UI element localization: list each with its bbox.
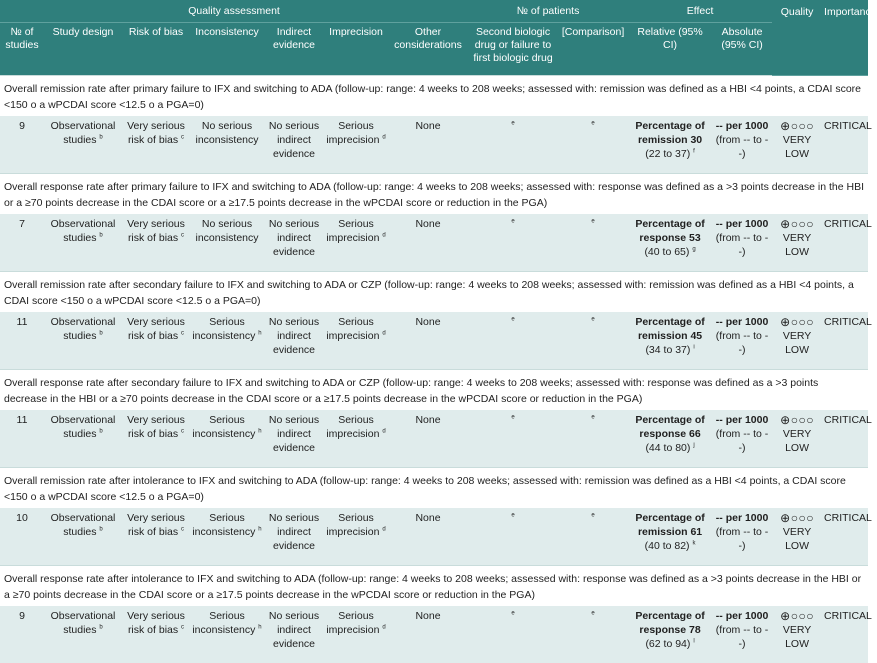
cell-study-design: [44, 214, 122, 272]
quality-text: VERY LOW: [774, 231, 820, 259]
cell-study-design: [44, 508, 122, 566]
cell-imprecision: [324, 116, 388, 174]
cell-imprecision: [324, 214, 388, 272]
quality-text: VERY LOW: [774, 133, 820, 161]
cell-inconsistency: [190, 116, 264, 174]
header-quality: Quality: [772, 0, 822, 76]
risk-of-bias-text: Very serious risk of bias: [127, 512, 185, 538]
outcome-title-row: [0, 566, 868, 607]
footnote-marker: e: [511, 611, 514, 617]
quality-text: VERY LOW: [774, 623, 820, 651]
outcome-title-row: [0, 174, 868, 215]
relative-label: Percentage of response 53: [630, 217, 710, 245]
outcome-title: Overall remission rate after primary failure to IFX and switching to ADA (follow-up: range: 4 weeks to 208 weeks; assessed with: remission was defined as a HBI <4 points, a CDAI score <150 o a wPCDAI score <12.5 o a PGA=0): [0, 76, 868, 117]
study-design-text: Observational studies: [51, 218, 116, 244]
relative-ci: (40 to 65): [644, 246, 689, 258]
header-inconsistency: Inconsistency: [190, 23, 264, 76]
footnote-marker: e: [591, 611, 594, 617]
quality-rating-icon: ⊕○○○: [774, 609, 820, 623]
header-indirect-evidence: Indirect evidence: [264, 23, 324, 76]
cell-indirect-evidence: No serious indirect evidence: [264, 214, 324, 272]
cell-study-design: [44, 410, 122, 468]
cell-quality: [772, 312, 822, 370]
imprecision-text: Serious imprecision: [326, 120, 379, 146]
absolute-label: -- per 1000: [714, 511, 770, 525]
cell-relative: [628, 508, 712, 566]
cell-second-biologic: [468, 116, 558, 174]
quality-rating-icon: ⊕○○○: [774, 119, 820, 133]
column-header-row: [0, 23, 868, 76]
header-study-design: Study design: [44, 23, 122, 76]
cell-risk-of-bias: [122, 606, 190, 663]
cell-num-studies: 11: [0, 312, 44, 370]
cell-relative: [628, 410, 712, 468]
outcome-title: Overall remission rate after secondary failure to IFX and switching to ADA or CZP (follow-up: range: 4 weeks to 208 weeks; assessed with: remission was defined as a HBI <4 points, a CDAI score <150 o a wPCDAI score <12.5 o a PGA=0): [0, 272, 868, 313]
absolute-range: (from -- to --): [714, 623, 770, 651]
header-other-considerations: Other considerations: [388, 23, 468, 76]
quality-text: VERY LOW: [774, 525, 820, 553]
outcome-title-row: [0, 468, 868, 509]
cell-quality: [772, 116, 822, 174]
cell-other-considerations: None: [388, 508, 468, 566]
cell-absolute: [712, 312, 772, 370]
absolute-label: -- per 1000: [714, 217, 770, 231]
footnote-marker: c: [181, 233, 184, 239]
absolute-range: (from -- to --): [714, 525, 770, 553]
cell-quality: [772, 508, 822, 566]
cell-other-considerations: None: [388, 116, 468, 174]
cell-comparison: [558, 606, 628, 663]
cell-absolute: [712, 606, 772, 663]
cell-other-considerations: None: [388, 214, 468, 272]
cell-comparison: [558, 410, 628, 468]
cell-num-studies: 9: [0, 606, 44, 663]
inconsistency-text: No serious inconsistency: [195, 120, 258, 146]
relative-ci: (62 to 94): [645, 638, 690, 650]
footnote-marker: h: [258, 429, 261, 435]
cell-other-considerations: None: [388, 410, 468, 468]
imprecision-text: Serious imprecision: [326, 316, 379, 342]
footnote-marker: b: [99, 135, 102, 141]
cell-imprecision: [324, 606, 388, 663]
imprecision-text: Serious imprecision: [326, 218, 379, 244]
outcome-title: Overall response rate after intolerance to IFX and switching to ADA (follow-up: range: 4 weeks to 208 weeks; assessed with: response was defined as a >3 points decrease in the HBI or a ≥70 points decrease in the CDAI score or a ≥17.5 points decrease in the wPCDAI score or reduction in the PGA): [0, 566, 868, 607]
group-quality-assessment: Quality assessment: [0, 0, 468, 23]
quality-text: VERY LOW: [774, 427, 820, 455]
cell-quality: [772, 606, 822, 663]
footnote-marker: e: [591, 219, 594, 225]
absolute-label: -- per 1000: [714, 119, 770, 133]
quality-text: VERY LOW: [774, 329, 820, 357]
cell-importance: CRITICAL: [822, 312, 868, 370]
inconsistency-text: Serious inconsistency: [192, 414, 255, 440]
footnote-marker: e: [591, 415, 594, 421]
footnote-marker: b: [99, 233, 102, 239]
footnote-marker: c: [181, 429, 184, 435]
cell-second-biologic: [468, 214, 558, 272]
cell-comparison: [558, 508, 628, 566]
footnote-marker: e: [511, 219, 514, 225]
header-relative: Relative (95% CI): [628, 23, 712, 76]
table-row: [0, 116, 868, 174]
footnote-marker: d: [382, 135, 385, 141]
footnote-marker: b: [99, 527, 102, 533]
cell-num-studies: 10: [0, 508, 44, 566]
header-imprecision: Imprecision: [324, 23, 388, 76]
cell-num-studies: 11: [0, 410, 44, 468]
cell-importance: CRITICAL: [822, 214, 868, 272]
footnote-marker: d: [382, 233, 385, 239]
cell-absolute: [712, 410, 772, 468]
footnote-marker: b: [99, 429, 102, 435]
cell-imprecision: [324, 312, 388, 370]
imprecision-text: Serious imprecision: [326, 512, 379, 538]
header-importance: Importance: [822, 0, 868, 76]
footnote-marker: h: [258, 527, 261, 533]
inconsistency-text: No serious inconsistency: [195, 218, 258, 244]
footnote-marker: h: [258, 331, 261, 337]
study-design-text: Observational studies: [51, 316, 116, 342]
footnote-marker: e: [511, 317, 514, 323]
cell-risk-of-bias: [122, 312, 190, 370]
cell-num-studies: 7: [0, 214, 44, 272]
relative-label: Percentage of response 66: [630, 413, 710, 441]
footnote-marker: h: [258, 625, 261, 631]
quality-rating-icon: ⊕○○○: [774, 217, 820, 231]
table-body: [0, 76, 868, 663]
cell-relative: [628, 116, 712, 174]
footnote-marker: g: [692, 247, 695, 253]
footnote-marker: e: [591, 513, 594, 519]
cell-study-design: [44, 606, 122, 663]
cell-inconsistency: [190, 410, 264, 468]
group-num-patients: № of patients: [468, 0, 628, 23]
cell-inconsistency: [190, 214, 264, 272]
group-effect: Effect: [628, 0, 772, 23]
risk-of-bias-text: Very serious risk of bias: [127, 610, 185, 636]
footnote-marker: e: [591, 121, 594, 127]
absolute-label: -- per 1000: [714, 413, 770, 427]
cell-comparison: [558, 214, 628, 272]
cell-indirect-evidence: No serious indirect evidence: [264, 410, 324, 468]
cell-indirect-evidence: No serious indirect evidence: [264, 508, 324, 566]
footnote-marker: b: [99, 625, 102, 631]
relative-ci: (22 to 37): [645, 148, 690, 160]
footnote-marker: c: [181, 135, 184, 141]
risk-of-bias-text: Very serious risk of bias: [127, 414, 185, 440]
footnote-marker: k: [692, 541, 695, 547]
study-design-text: Observational studies: [51, 120, 116, 146]
footnote-marker: d: [382, 429, 385, 435]
risk-of-bias-text: Very serious risk of bias: [127, 316, 185, 342]
cell-importance: CRITICAL: [822, 508, 868, 566]
imprecision-text: Serious imprecision: [326, 414, 379, 440]
cell-second-biologic: [468, 508, 558, 566]
cell-absolute: [712, 214, 772, 272]
table-row: [0, 508, 868, 566]
cell-other-considerations: None: [388, 606, 468, 663]
cell-indirect-evidence: No serious indirect evidence: [264, 606, 324, 663]
footnote-marker: e: [511, 415, 514, 421]
header-risk-of-bias: Risk of bias: [122, 23, 190, 76]
cell-quality: [772, 214, 822, 272]
cell-other-considerations: None: [388, 312, 468, 370]
outcome-title: Overall response rate after primary failure to IFX and switching to ADA (follow-up: range: 4 weeks to 208 weeks; assessed with: response was defined as a >3 points decrease in the HBI or a ≥70 points decrease in the CDAI score or a ≥17.5 points decrease in the wPCDAI score or reduction in the PGA): [0, 174, 868, 215]
outcome-title-row: [0, 272, 868, 313]
footnote-marker: d: [382, 527, 385, 533]
cell-second-biologic: [468, 312, 558, 370]
cell-comparison: [558, 312, 628, 370]
relative-ci-line: [630, 637, 710, 651]
footnote-marker: e: [591, 317, 594, 323]
inconsistency-text: Serious inconsistency: [192, 512, 255, 538]
cell-study-design: [44, 312, 122, 370]
study-design-text: Observational studies: [51, 610, 116, 636]
relative-ci-line: [630, 147, 710, 161]
risk-of-bias-text: Very serious risk of bias: [127, 218, 185, 244]
cell-second-biologic: [468, 606, 558, 663]
table-row: [0, 214, 868, 272]
quality-rating-icon: ⊕○○○: [774, 315, 820, 329]
relative-label: Percentage of response 78: [630, 609, 710, 637]
cell-importance: CRITICAL: [822, 410, 868, 468]
cell-inconsistency: [190, 606, 264, 663]
table-row: [0, 410, 868, 468]
cell-indirect-evidence: No serious indirect evidence: [264, 116, 324, 174]
absolute-range: (from -- to --): [714, 427, 770, 455]
table-row: [0, 606, 868, 663]
cell-risk-of-bias: [122, 116, 190, 174]
cell-indirect-evidence: No serious indirect evidence: [264, 312, 324, 370]
relative-ci: (34 to 37): [645, 344, 690, 356]
relative-ci-line: [630, 245, 710, 259]
cell-absolute: [712, 116, 772, 174]
cell-risk-of-bias: [122, 508, 190, 566]
cell-relative: [628, 606, 712, 663]
footnote-marker: c: [181, 625, 184, 631]
relative-ci: (44 to 80): [645, 442, 690, 454]
absolute-range: (from -- to --): [714, 231, 770, 259]
footnote-marker: d: [382, 625, 385, 631]
cell-relative: [628, 214, 712, 272]
relative-ci-line: [630, 539, 710, 553]
header-second-biologic: Second biologic drug or failure to first biologic drug: [468, 23, 558, 76]
cell-study-design: [44, 116, 122, 174]
inconsistency-text: Serious inconsistency: [192, 610, 255, 636]
quality-rating-icon: ⊕○○○: [774, 511, 820, 525]
outcome-title-row: [0, 370, 868, 411]
cell-risk-of-bias: [122, 410, 190, 468]
cell-inconsistency: [190, 508, 264, 566]
cell-imprecision: [324, 410, 388, 468]
absolute-range: (from -- to --): [714, 329, 770, 357]
header-num-studies: № of studies: [0, 23, 44, 76]
outcome-title-row: [0, 76, 868, 117]
outcome-title: Overall remission rate after intolerance to IFX and switching to ADA (follow-up: range: 4 weeks to 208 weeks; assessed with: remission was defined as a HBI <4 points, a CDAI score <150 o a wPCDAI score <12.5 o a PGA=0): [0, 468, 868, 509]
cell-num-studies: 9: [0, 116, 44, 174]
footnote-marker: i: [693, 345, 694, 351]
cell-importance: CRITICAL: [822, 606, 868, 663]
imprecision-text: Serious imprecision: [326, 610, 379, 636]
absolute-label: -- per 1000: [714, 609, 770, 623]
footnote-marker: c: [181, 527, 184, 533]
cell-absolute: [712, 508, 772, 566]
footnote-marker: b: [99, 331, 102, 337]
footnote-marker: d: [382, 331, 385, 337]
footnote-marker: e: [511, 513, 514, 519]
study-design-text: Observational studies: [51, 414, 116, 440]
relative-label: Percentage of remission 45: [630, 315, 710, 343]
relative-ci: (40 to 82): [645, 540, 690, 552]
relative-label: Percentage of remission 30: [630, 119, 710, 147]
group-header-row: [0, 0, 868, 23]
risk-of-bias-text: Very serious risk of bias: [127, 120, 185, 146]
footnote-marker: l: [693, 639, 694, 645]
relative-ci-line: [630, 343, 710, 357]
cell-imprecision: [324, 508, 388, 566]
cell-quality: [772, 410, 822, 468]
cell-comparison: [558, 116, 628, 174]
cell-relative: [628, 312, 712, 370]
footnote-marker: j: [693, 443, 694, 449]
cell-risk-of-bias: [122, 214, 190, 272]
inconsistency-text: Serious inconsistency: [192, 316, 255, 342]
absolute-range: (from -- to --): [714, 133, 770, 161]
footnote-marker: e: [511, 121, 514, 127]
outcome-title: Overall response rate after secondary failure to IFX and switching to ADA or CZP (follow-up: range: 4 weeks to 208 weeks; assessed with: response was defined as a >3 points decrease in the HBI or a ≥70 points decrease in the CDAI score or a ≥17.5 points decrease in the wPCDAI score or reduction in the PGA): [0, 370, 868, 411]
cell-importance: CRITICAL: [822, 116, 868, 174]
table-row: [0, 312, 868, 370]
cell-second-biologic: [468, 410, 558, 468]
absolute-label: -- per 1000: [714, 315, 770, 329]
quality-rating-icon: ⊕○○○: [774, 413, 820, 427]
relative-ci-line: [630, 441, 710, 455]
study-design-text: Observational studies: [51, 512, 116, 538]
header-comparison: [Comparison]: [558, 23, 628, 76]
cell-inconsistency: [190, 312, 264, 370]
table-header: [0, 0, 868, 76]
relative-label: Percentage of remission 61: [630, 511, 710, 539]
footnote-marker: f: [693, 149, 695, 155]
footnote-marker: c: [181, 331, 184, 337]
header-absolute: Absolute (95% CI): [712, 23, 772, 76]
